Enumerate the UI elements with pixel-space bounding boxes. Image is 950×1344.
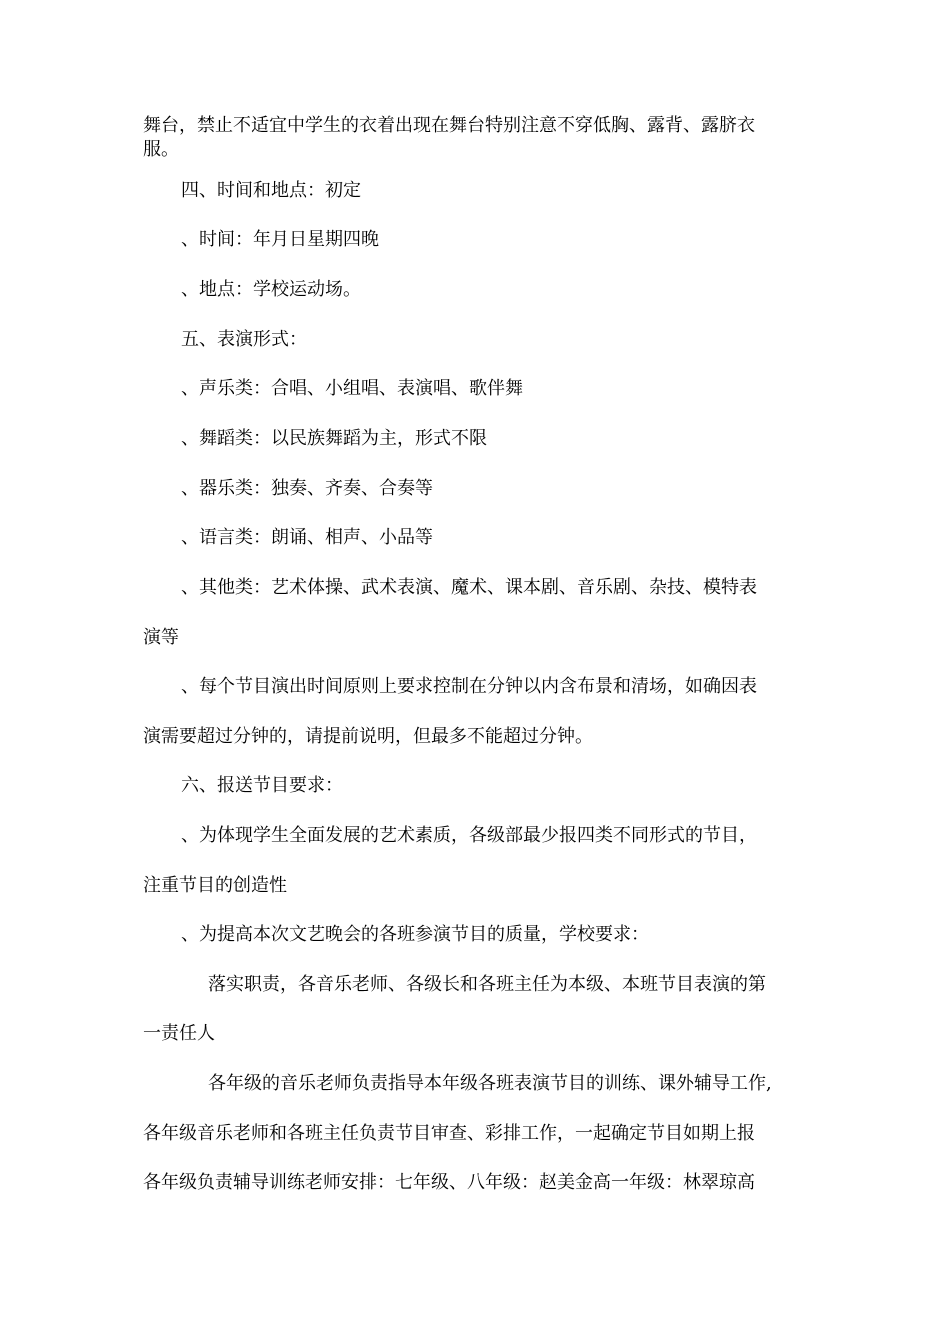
paragraph-line: 一责任人 [143,1023,215,1044]
list-item: 、舞蹈类：以民族舞蹈为主，形式不限 [181,428,487,449]
list-item: 、每个节目演出时间原则上要求控制在分钟以内含布景和清场，如确因表 [181,676,757,697]
paragraph-line: 演等 [143,627,179,648]
list-item: 、器乐类：独奏、齐奏、合奏等 [181,478,433,499]
list-item: 、其他类：艺术体操、武术表演、魔术、课本剧、音乐剧、杂技、模特表 [181,577,757,598]
list-item: 、为提高本次文艺晚会的各班参演节目的质量，学校要求： [181,924,649,945]
list-item: 、为体现学生全面发展的艺术素质，各级部最少报四类不同形式的节目， [181,825,757,846]
list-item: 、地点：学校运动场。 [181,279,361,300]
section-heading: 五、表演形式： [181,329,307,350]
paragraph-line: 各年级的音乐老师负责指导本年级各班表演节目的训练、课外辅导工作, [208,1073,772,1094]
list-item: 、语言类：朗诵、相声、小品等 [181,527,433,548]
section-heading: 六、报送节目要求： [181,775,343,796]
list-item: 、声乐类：合唱、小组唱、表演唱、歌伴舞 [181,378,523,399]
paragraph-line: 注重节目的创造性 [143,875,287,896]
paragraph-line: 舞台，禁止不适宜中学生的衣着出现在舞台特别注意不穿低胸、露背、露脐衣 [143,115,755,136]
paragraph-line: 各年级音乐老师和各班主任负责节目审查、彩排工作，一起确定节目如期上报 [143,1123,755,1144]
paragraph-line: 服。 [143,139,179,160]
paragraph-line: 各年级负责辅导训练老师安排：七年级、八年级：赵美金高一年级：林翠琼高 [143,1172,755,1193]
paragraph-line: 演需要超过分钟的，请提前说明，但最多不能超过分钟。 [143,726,593,747]
paragraph-line: 落实职责，各音乐老师、各级长和各班主任为本级、本班节目表演的第 [208,974,766,995]
list-item: 、时间：年月日星期四晚 [181,229,379,250]
section-heading: 四、时间和地点：初定 [181,180,361,201]
